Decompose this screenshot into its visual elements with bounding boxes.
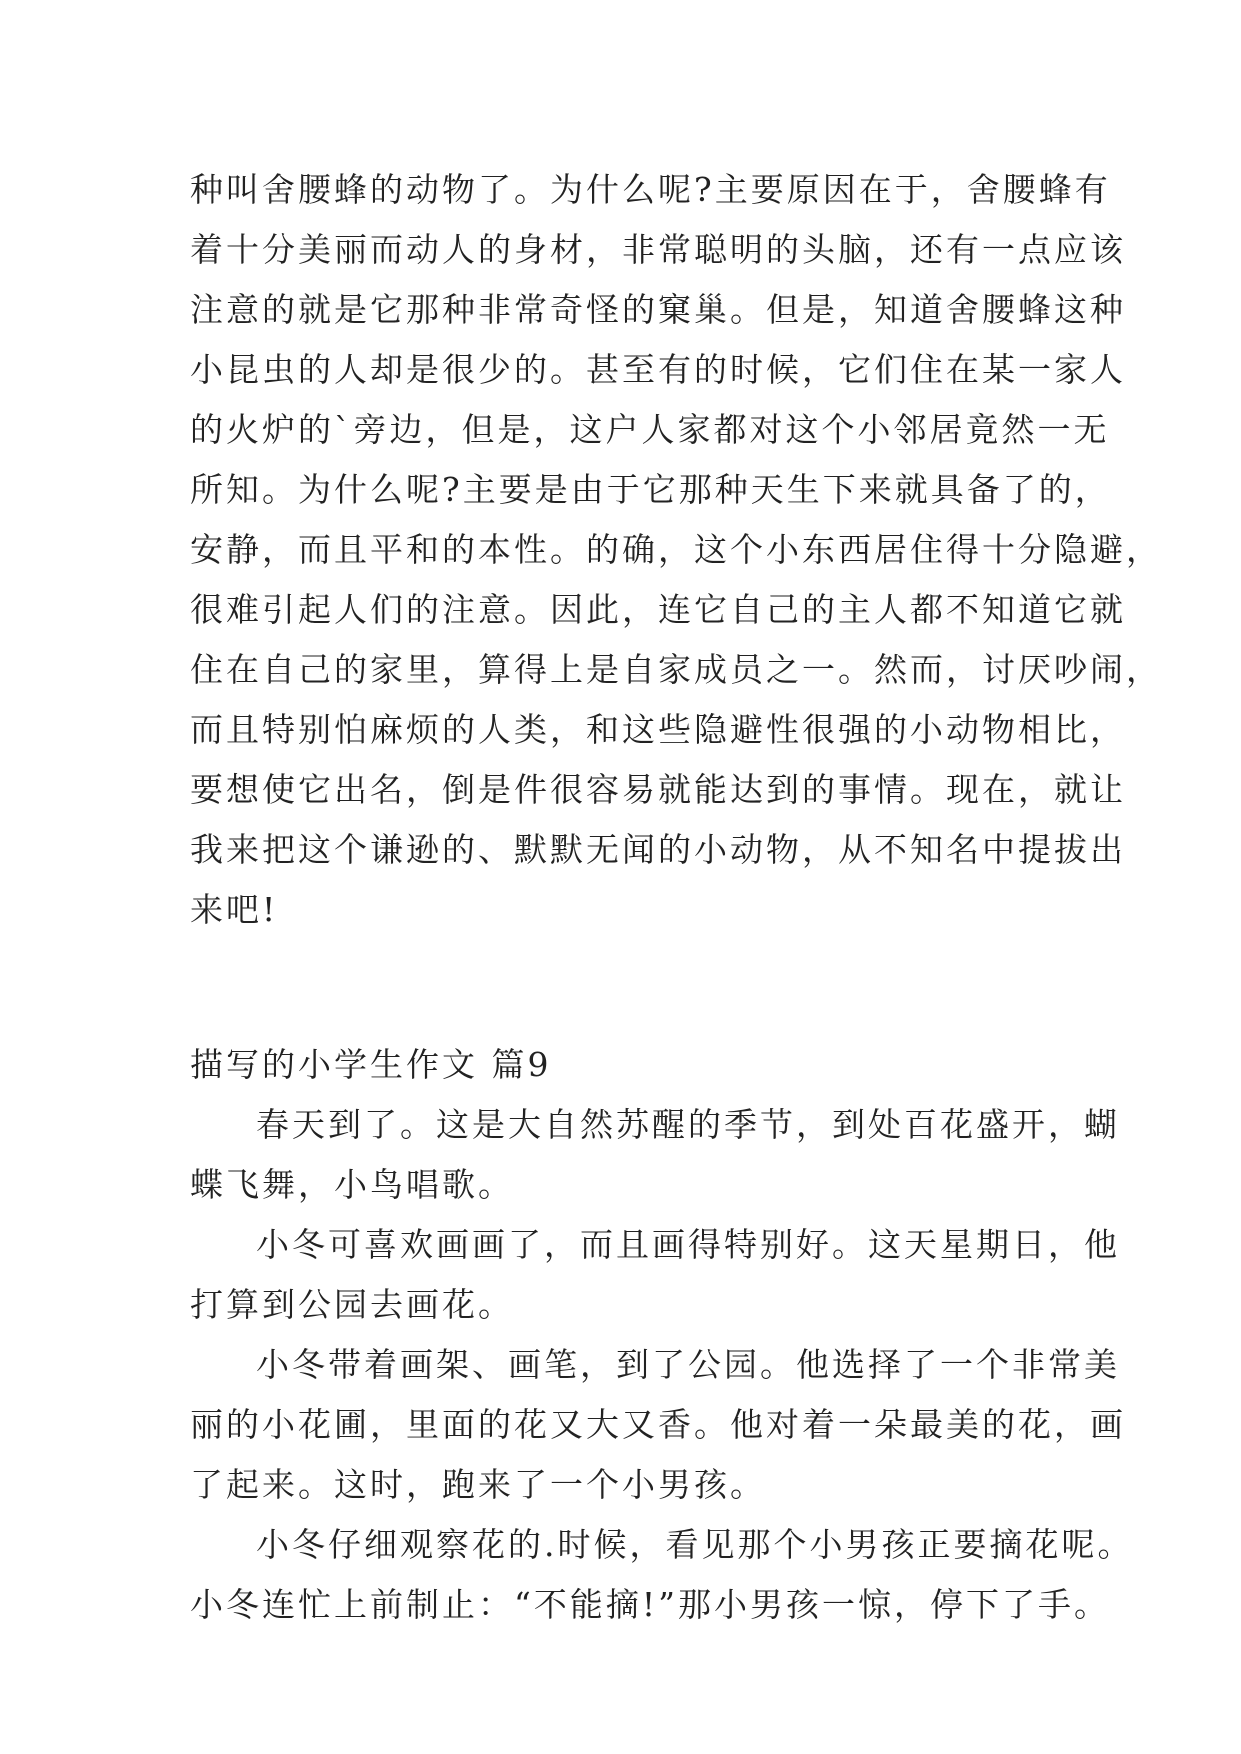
text-line: 种叫舍腰蜂的动物了。为什么呢?主要原因在于，舍腰蜂有 xyxy=(190,170,1111,209)
text-line: 的火炉的`旁边，但是，这户人家都对这个小邻居竟然一无 xyxy=(190,410,1110,449)
text-line: 安静，而且平和的本性。的确，这个小东西居住得十分隐避， xyxy=(190,530,1162,569)
text-line: 来吧! xyxy=(190,890,279,929)
story-body xyxy=(190,1095,1134,1635)
document-page xyxy=(190,160,1162,1635)
text-line: 打算到公园去画花。 xyxy=(190,1285,514,1324)
text-line: 小昆虫的人却是很少的。甚至有的时候，它们住在某一家人 xyxy=(190,350,1126,389)
intro-paragraph xyxy=(190,160,1162,940)
text-line: 着十分美丽而动人的身材，非常聪明的头脑，还有一点应该 xyxy=(190,230,1126,269)
text-line: 要想使它出名，倒是件很容易就能达到的事情。现在，就让 xyxy=(190,770,1126,809)
paragraph-first-line: 小冬可喜欢画画了，而且画得特别好。这天星期日，他 xyxy=(256,1225,1120,1264)
text-line: 小冬连忙上前制止：“不能摘!”那小男孩一惊，停下了手。 xyxy=(190,1585,1111,1624)
paragraph-first-line: 春天到了。这是大自然苏醒的季节，到处百花盛开，蝴 xyxy=(256,1105,1120,1144)
text-line: 住在自己的家里，算得上是自家成员之一。然而，讨厌吵闹， xyxy=(190,650,1162,689)
text-line: 我来把这个谦逊的、默默无闻的小动物，从不知名中提拔出 xyxy=(190,830,1126,869)
text-line: 了起来。这时，跑来了一个小男孩。 xyxy=(190,1465,766,1504)
text-line: 很难引起人们的注意。因此，连它自己的主人都不知道它就 xyxy=(190,590,1126,629)
paragraph-first-line: 小冬仔细观察花的.时候，看见那个小男孩正要摘花呢。 xyxy=(256,1525,1134,1564)
section-spacer xyxy=(190,940,1070,1035)
text-line: 蝶飞舞，小鸟唱歌。 xyxy=(190,1165,514,1204)
paragraph-first-line: 小冬带着画架、画笔，到了公园。他选择了一个非常美 xyxy=(256,1345,1120,1384)
text-line: 所知。为什么呢?主要是由于它那种天生下来就具备了的， xyxy=(190,470,1111,509)
text-line: 丽的小花圃，里面的花又大又香。他对着一朵最美的花，画 xyxy=(190,1405,1126,1444)
section-title: 描写的小学生作文 篇9 xyxy=(190,1045,552,1084)
text-line: 而且特别怕麻烦的人类，和这些隐避性很强的小动物相比， xyxy=(190,710,1126,749)
text-line: 注意的就是它那种非常奇怪的窠巢。但是，知道舍腰蜂这种 xyxy=(190,290,1126,329)
